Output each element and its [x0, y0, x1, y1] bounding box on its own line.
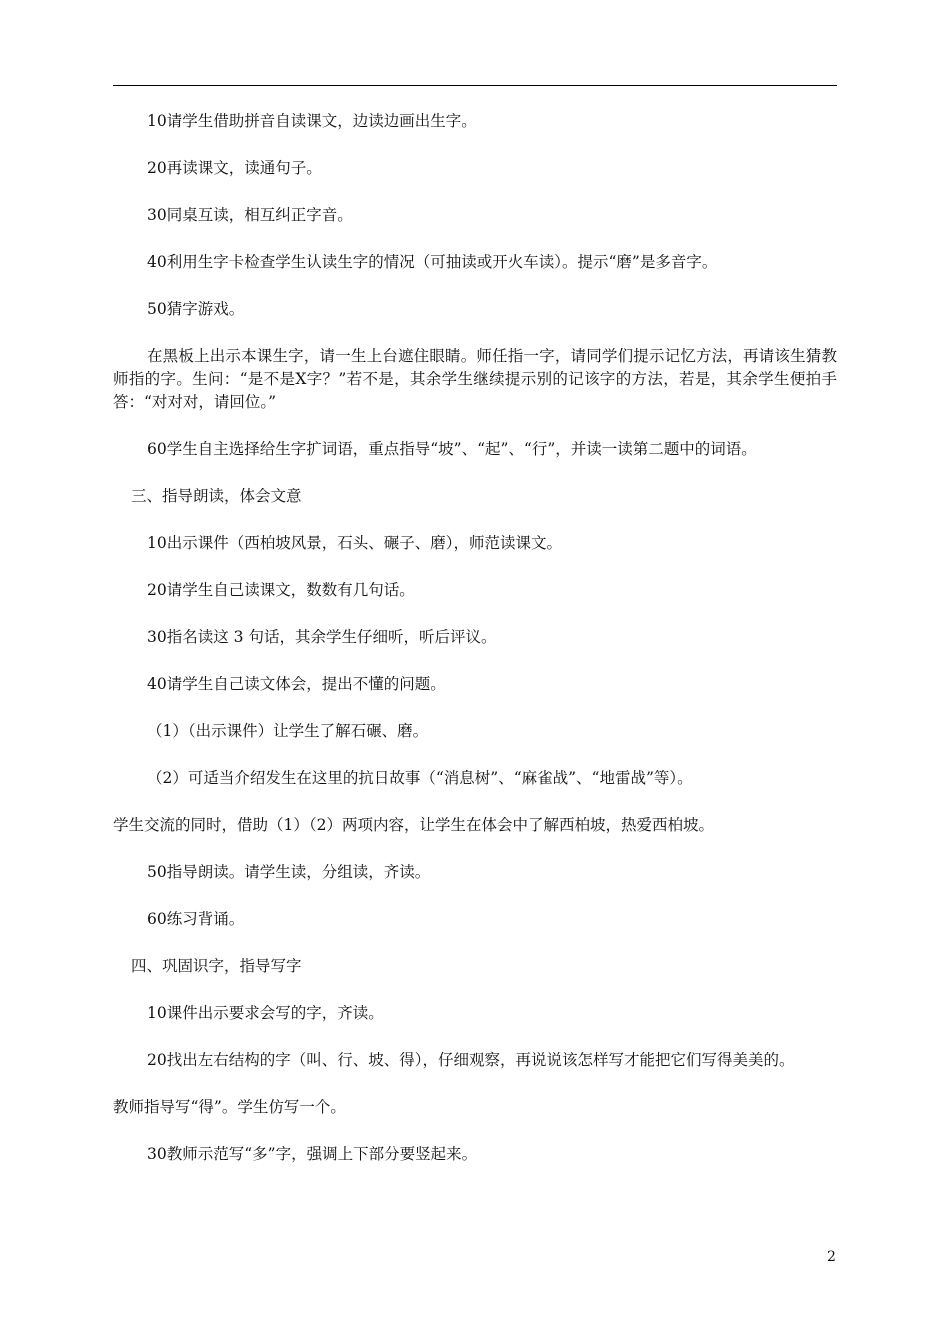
- paragraph-reading-step-2: 20请学生自己读课文，数数有几句话。: [147, 581, 415, 599]
- paragraph-exchange: 学生交流的同时，借助（1）（2）两项内容，让学生在体会中了解西柏坡，热爱西柏坡。: [113, 816, 714, 834]
- paragraph-step-4: 40利用生字卡检查学生认读生字的情况（可抽读或开火车读）。提示“磨”是多音字。: [147, 253, 718, 271]
- paragraph-reading-step-5: 50指导朗读。请学生读，分组读，齐读。: [147, 863, 431, 881]
- paragraph-step-6: 60学生自主选择给生字扩词语，重点指导“坡”、“起”、“行”，并读一读第二题中的词语。: [147, 440, 757, 458]
- header-rule: [113, 85, 837, 86]
- paragraph-reading-step-3: 30指名读这 3 句话，其余学生仔细听，听后评议。: [147, 628, 497, 646]
- paragraph-step-3: 30同桌互读，相互纠正字音。: [147, 206, 353, 224]
- page-number: 2: [827, 1249, 836, 1265]
- section-heading-writing: 四、巩固识字，指导写字: [131, 957, 302, 975]
- document-body: [113, 110, 837, 1166]
- paragraph-reading-step-1: 10出示课件（西柏坡风景，石头、碾子、磨），师范读课文。: [147, 534, 562, 552]
- paragraph-subitem-2: （2）可适当介绍发生在这里的抗日故事（“消息树”、“麻雀战”、“地雷战”等）。: [147, 769, 693, 787]
- paragraph-writing-step-1: 10课件出示要求会写的字，齐读。: [147, 1004, 384, 1022]
- paragraph-step-2: 20再读课文，读通句子。: [147, 159, 322, 177]
- paragraph-reading-step-4: 40请学生自己读文体会，提出不懂的问题。: [147, 675, 446, 693]
- paragraph-step-1: 10请学生借助拼音自读课文，边读边画出生字。: [147, 112, 477, 130]
- section-heading-reading: 三、指导朗读，体会文意: [131, 487, 302, 505]
- paragraph-writing-step-3: 30教师示范写“多”字，强调上下部分要竖起来。: [147, 1145, 478, 1163]
- paragraph-guess-game: 在黑板上出示本课生字，请一生上台遮住眼睛。师任指一字，请同学们提示记忆方法，再请该生猜教师指的字。生问：“是不是X字？”若不是，其余学生继续提示别的记该字的方法，若是，其余学生便拍手答：“对对对，请回位。”: [113, 347, 837, 411]
- paragraph-subitem-1: （1）（出示课件）让学生了解石碾、磨。: [147, 722, 429, 740]
- paragraph-writing-step-2: 20找出左右结构的字（叫、行、坡、得），仔细观察，再说说该怎样写才能把它们写得美美的。: [147, 1051, 795, 1069]
- paragraph-teacher-guidance: 教师指导写“得”。学生仿写一个。: [113, 1098, 346, 1116]
- paragraph-step-5: 50猜字游戏。: [147, 300, 245, 318]
- paragraph-reading-step-6: 60练习背诵。: [147, 910, 245, 928]
